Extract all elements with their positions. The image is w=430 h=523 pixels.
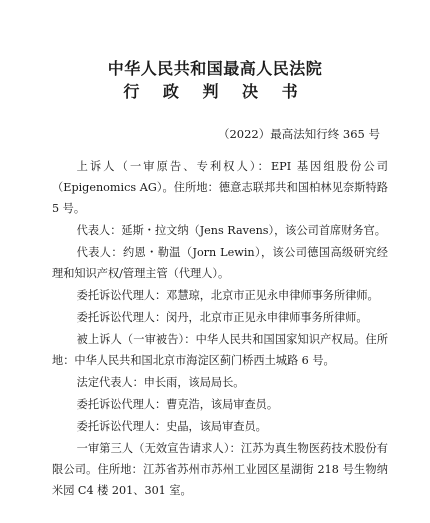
third-party-paragraph: 一审第三人（无效宣告请求人）：江苏为真生物医药技术股份有限公司。住所地：江苏省苏州市苏州工业园区星湖街 218 号生物纳米园 C4 楼 201、301 室。 — [52, 442, 388, 497]
legal-representative-paragraph: 法定代表人：申长雨，该局局长。 — [76, 376, 245, 389]
court-name: 中华人民共和国最高人民法院 — [107, 59, 323, 78]
agent-paragraph: 委托诉讼代理人：邓慧琼，北京市正见永申律师事务所律师。 — [76, 289, 379, 302]
agent-paragraph: 委托诉讼代理人：史晶，该局审查员。 — [76, 420, 267, 433]
representative-paragraph: 代表人：延斯・拉文纳（Jens Ravens），该公司首席财务官。 — [76, 224, 386, 237]
representative-paragraph: 代表人：约恩・勒温（Jorn Lewin），该公司德国高级研究经理和知识产权/管理主管（代理人）。 — [52, 246, 388, 280]
document-body — [52, 156, 388, 501]
agent-paragraph: 委托诉讼代理人：闵丹，北京市正见永申律师事务所律师。 — [76, 311, 368, 324]
case-number: （2022）最高法知行终 365 号 — [217, 127, 380, 141]
agent-paragraph: 委托诉讼代理人：曹克浩，该局审查员。 — [76, 398, 279, 411]
document-type: 行 政 判 决 书 — [123, 82, 307, 101]
appellee-paragraph: 被上诉人（一审被告）：中华人民共和国国家知识产权局。住所地：中华人民共和国北京市海淀区蓟门桥西土城路 6 号。 — [52, 333, 388, 367]
appellant-paragraph: 上诉人（一审原告、专利权人）：EPI 基因组股份公司（Epigenomics AG）。住所地：德意志联邦共和国柏林见奈斯特路 5 号。 — [52, 160, 388, 215]
